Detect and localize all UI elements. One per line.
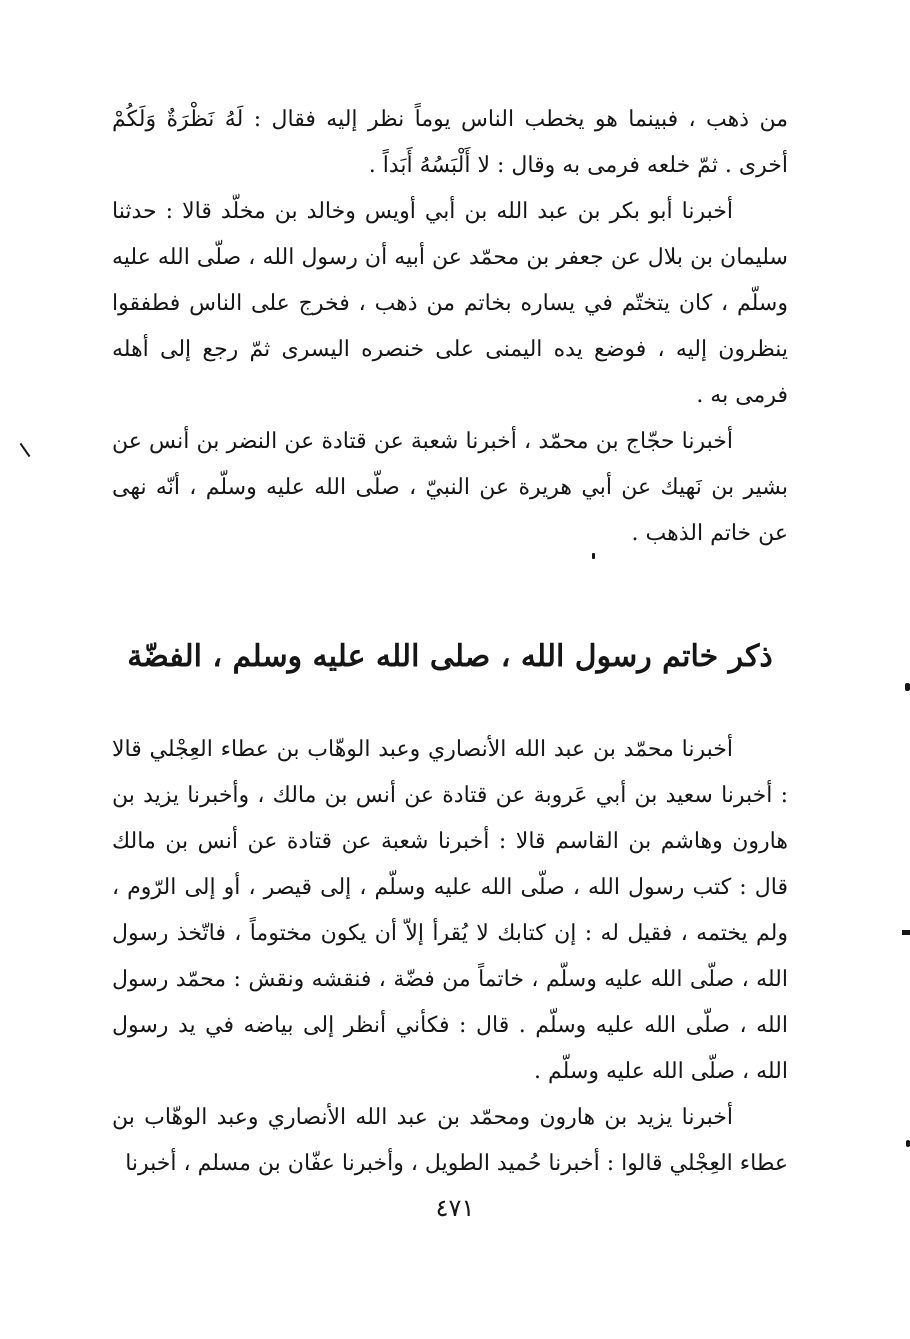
paragraph-hadith-1: أخبرنا أبو بكر بن عبد الله بن أبي أويس وخالد بن مخلّد قالا : حدثنا سليمان بن بلال عن جعفر بن محمّد عن أبيه أن رسول الله ، صلّى الله عليه وسلّم ، كان يتختّم في يساره بخاتم من ذهب ، فخرج على الناس فطفقوا ينظرون إليه ، فوضع يده اليمنى على خنصره اليسرى ثمّ رجع إلى أهله فرمى به .: [112, 199, 788, 408]
page-number: ٤٧١: [435, 1194, 475, 1222]
paragraph-hadith-2: أخبرنا حجّاج بن محمّد ، أخبرنا شعبة عن قتادة عن النضر بن أنس عن بشير بن نَهيك عن أبي هريرة عن النبيّ ، صلّى الله عليه وسلّم ، أنّه نهى عن خاتم الذهب .: [112, 429, 788, 546]
scan-speck: [592, 553, 595, 559]
paragraph-hadith-4: أخبرنا يزيد بن هارون ومحمّد بن عبد الله الأنصاري وعبد الوهّاب بن عطاء العِجْلي قالوا : أخبرنا حُميد الطويل ، وأخبرنا عفّان بن مسلم ، أخبرنا: [112, 1105, 788, 1176]
paragraph-continuation: من ذهب ، فبينما هو يخطب الناس يوماً نظر إليه فقال : لَهُ نَظْرَةٌ وَلَكُمْ أخرى . ثمّ خلعه فرمى به وقال : لا أَلْبَسُهُ أَبَداً .: [112, 107, 788, 178]
scan-speck: [906, 1140, 910, 1147]
scan-speck: [905, 683, 910, 691]
scan-speck: [902, 930, 910, 935]
section-heading: ذكر خاتم رسول الله ، صلى الله عليه وسلم ، الفضّة: [127, 639, 773, 674]
paragraph-hadith-3: أخبرنا محمّد بن عبد الله الأنصاري وعبد الوهّاب بن عطاء العِجْلي قالا : أخبرنا سعيد بن أبي عَروبة عن قتادة عن أنس بن مالك ، وأخبرنا يزيد بن هارون وهاشم بن القاسم قالا : أخبرنا شعبة عن قتادة عن أنس بن مالك قال : كتب رسول الله ، صلّى الله عليه وسلّم ، إلى قيصر ، أو إلى الرّوم ، ولم يختمه ، فقيل له : إن كتابك لا يُقرأ إلاّ أن يكون مختوماً ، فاتّخذ رسول الله ، صلّى الله عليه وسلّم ، خاتماً من فضّة ، فنقشه ونقش : محمّد رسول الله ، صلّى الله عليه وسلّم . قال : فكأني أنظر إلى بياضه في يد رسول الله ، صلّى الله عليه وسلّم .: [112, 737, 789, 1084]
scan-speck: [20, 443, 31, 457]
top-text-block: [112, 97, 788, 557]
bottom-text-block: [112, 727, 788, 1187]
